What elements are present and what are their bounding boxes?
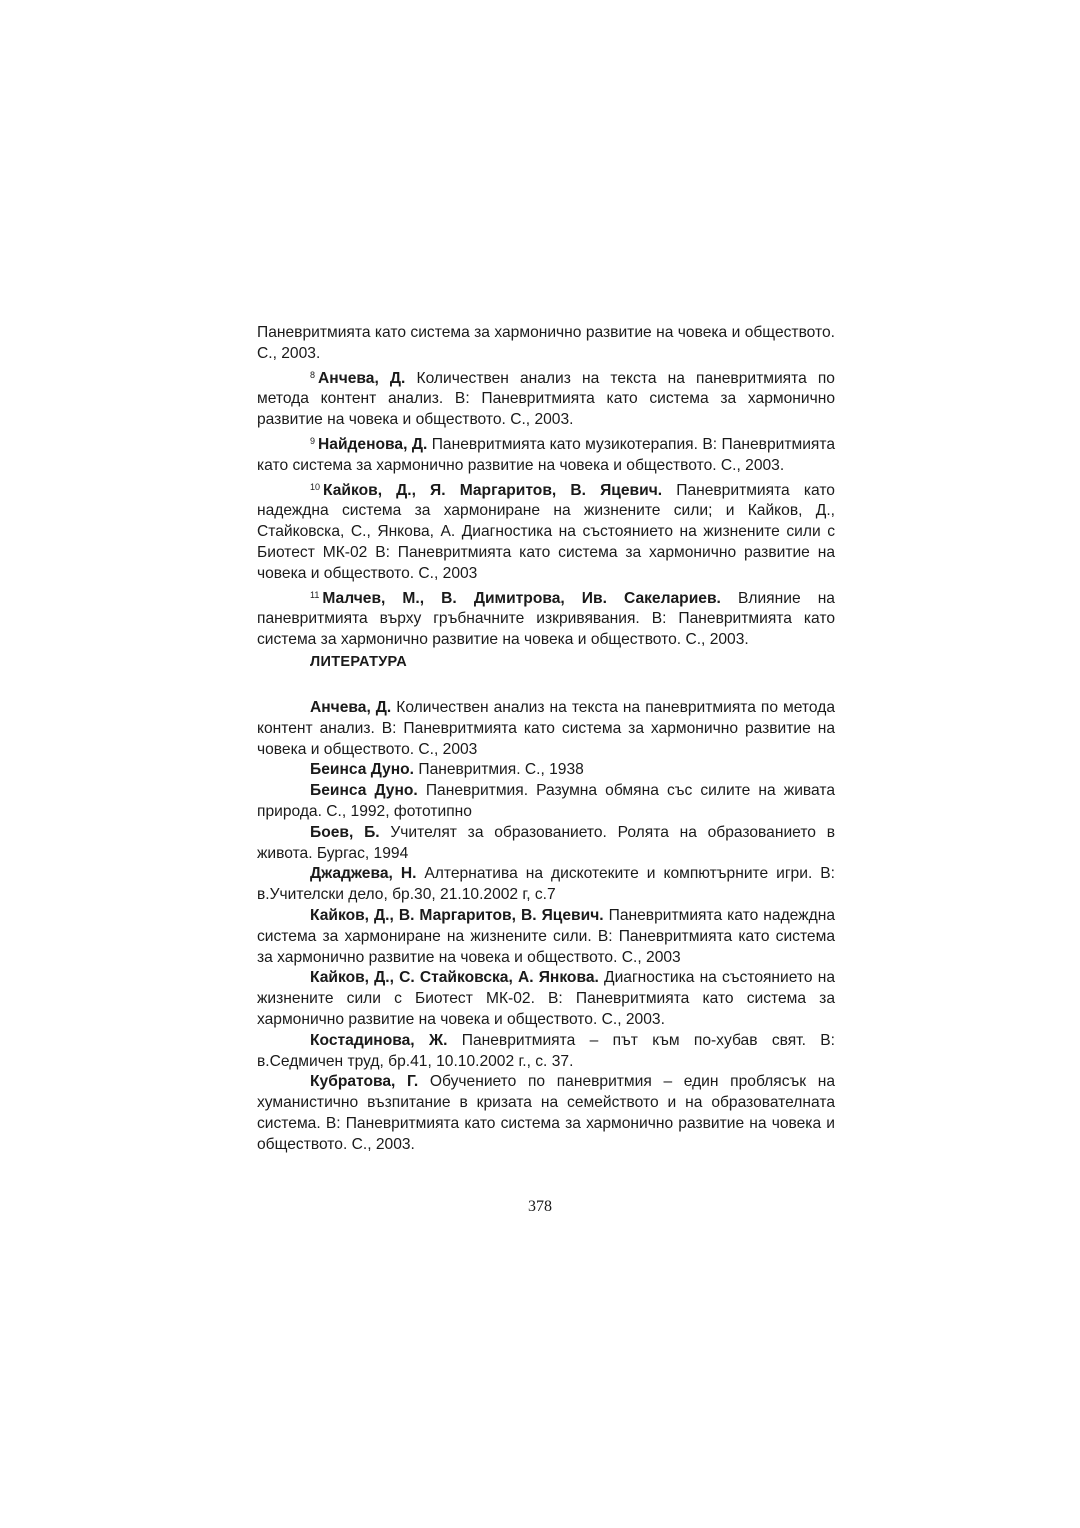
reference-entry bbox=[257, 864, 835, 906]
footnote-8 bbox=[257, 365, 835, 431]
reference-text: Диагностика на състоянието на жизнените сили с Биотест МК-02. В: Паневритмията като система за хармонично развитие на човека и обществото. С., 2003. bbox=[257, 969, 835, 1028]
reference-text: Паневритмията като надеждна система за хармониране на жизнените сили. В: Паневритмията като система за хармонично развитие на човека и обществото. С., 2003 bbox=[257, 906, 835, 966]
reference-text: Алтернатива на дискотеките и компютърните игри. В: в.Учителски дело, бр.30, 21.10.2002 г, с.7 bbox=[257, 865, 835, 904]
footnote-author: Анчева, Д. bbox=[318, 369, 406, 387]
reference-author: Анчева, Д. bbox=[310, 699, 392, 716]
footnote-author: Кайков, Д., Я. Маргаритов, В. Яцевич. bbox=[323, 481, 663, 499]
reference-author: Кайков, Д., С. Стайковска, А. Янкова. bbox=[310, 969, 599, 987]
footnote-text: Количествен анализ на текста на паневритмията по метода контент анализ. В: Паневритмията като система за хармонично развитие на човека и обществото. С., 2003. bbox=[257, 369, 835, 429]
footnote-number: 8 bbox=[310, 369, 316, 380]
reference-entry bbox=[257, 698, 835, 760]
footnote-text: Паневритмията като музикотерапия. В: Паневритмията като система за хармонично развитие на човека и обществото. С., 2003. bbox=[257, 435, 835, 474]
footnote-9 bbox=[257, 431, 835, 477]
reference-text: Паневритмията – път към по-хубав свят. В: в.Седмичен труд, бр.41, 10.10.2002 г., с. 37. bbox=[257, 1031, 835, 1070]
reference-entry bbox=[257, 760, 835, 781]
footnote-10 bbox=[257, 477, 835, 585]
page-number: 378 bbox=[528, 1198, 552, 1215]
reference-author: Костадинова, Ж. bbox=[310, 1031, 448, 1049]
reference-entry bbox=[257, 1031, 835, 1073]
footnote-author: Найденова, Д. bbox=[318, 435, 428, 453]
reference-author: Кайков, Д., В. Маргаритов, В. Яцевич. bbox=[310, 906, 604, 924]
reference-entry bbox=[257, 781, 835, 823]
footnote-number: 9 bbox=[310, 435, 316, 446]
footnote-11 bbox=[257, 585, 835, 651]
reference-author: Беинса Дуно. bbox=[310, 782, 418, 800]
reference-entry bbox=[257, 823, 835, 865]
reference-text: Обучението по паневритмия – един проблясък на хуманистично възпитание в кризата на семейството и на образователната система. В: Паневритмията като система за хармонично развитие на човека и обществото. С., 2003. bbox=[257, 1073, 836, 1153]
footnote-author: Малчев, М., В. Димитрова, Ив. Сакелариев. bbox=[322, 589, 721, 607]
footnote-number: 10 bbox=[310, 481, 321, 492]
literature-heading: ЛИТЕРАТУРА bbox=[310, 654, 408, 670]
footnote-number: 11 bbox=[310, 589, 320, 600]
reference-text: Паневритмия. Разумна обмяна със силите на живата природа. С., 1992, фототипно bbox=[257, 782, 835, 820]
reference-author: Джаджева, Н. bbox=[310, 865, 417, 883]
footnote-text: Паневритмията като надеждна система за хармониране на жизнените сили; и Кайков, Д., Стайковска, С., Янкова, А. Диагностика на състоянието на жизнените сили с Биотест МК-02 В: Паневритмията като система за хармонично развитие на човека и обществото. С., 2003 bbox=[257, 481, 835, 582]
footnotes-section bbox=[257, 323, 835, 651]
reference-text: Паневритмия. С., 1938 bbox=[418, 761, 584, 779]
reference-author: Беинса Дуно. bbox=[310, 761, 415, 779]
reference-entry bbox=[257, 906, 835, 968]
reference-entry bbox=[257, 1072, 835, 1155]
reference-text: Учителят за образованието. Ролята на образованието в живота. Бургас, 1994 bbox=[257, 823, 835, 862]
footnote-continuation: Паневритмията като система за хармонично развитие на човека и обществото. С., 2003. bbox=[257, 324, 835, 362]
reference-author: Боев, Б. bbox=[310, 823, 380, 841]
reference-entry bbox=[257, 968, 835, 1030]
footnote-text: Влияние на паневритмията върху гръбначните изкривявания. В: Паневритмията като система за хармонично развитие на човека и обществото. С., 2003. bbox=[257, 589, 835, 649]
reference-text: Количествен анализ на текста на паневритмията по метода контент анализ. В: Паневритмията като система за хармонично развитие на човека и обществото. С., 2003 bbox=[257, 699, 835, 758]
reference-author: Кубратова, Г. bbox=[310, 1073, 419, 1091]
reference-list bbox=[257, 698, 835, 1156]
